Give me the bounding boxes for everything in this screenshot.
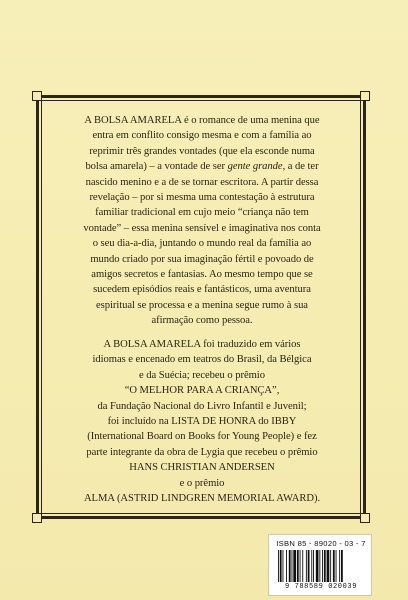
barcode-bar [302,550,303,582]
barcode-bar [322,550,323,582]
synopsis-line: familiar tradicional em cujo meio “criança não tem [95,207,309,219]
synopsis-line: afirmação como pessoa. [151,315,253,327]
awards-line: e o prêmio [179,477,225,489]
synopsis-line-part: bolsa amarela) – a vontade de ser [85,161,228,173]
awards-line: da Fundação Nacional do Livro Infantil e Juvenil; [97,400,307,412]
barcode-bar [292,550,293,582]
synopsis-line-mixed [50,159,354,174]
frame-corner-bottom-right [360,513,370,523]
frame-corner-top-left [32,91,42,101]
barcode-bar [324,550,326,582]
barcode-bar [286,550,287,582]
barcode-bar [316,550,319,582]
awards-line: ALMA (ASTRID LINDGREN MEMORIAL AWARD). [83,493,321,505]
isbn-barcode [268,534,372,596]
synopsis-line: nascido menino e a de se tornar escritora. A partir dessa [85,176,319,188]
isbn-label: ISBN 85 - 89020 - 03 - 7 [276,539,366,548]
synopsis-line: revelação – por si mesma uma contestação à estrutura [89,192,315,204]
barcode-digits: 9 788589 020039 [284,583,357,591]
frame-corner-top-right [360,91,370,101]
barcode-bar [297,550,299,582]
barcode-bar [280,550,282,582]
frame-corner-bottom-left [32,513,42,523]
synopsis-line: amigos secretos e fantasias. Ao mesmo tempo que se [91,269,313,281]
barcode-bar [283,550,284,582]
synopsis-line: entra em conflito consigo mesma e com a família ao [92,130,312,142]
synopsis-paragraph [50,113,354,329]
awards-line: e da Suécia; recebeu o prêmio [139,369,265,381]
barcode-bars [278,550,364,582]
barcode-bar [313,550,314,582]
awards-paragraph [50,337,354,506]
awards-line: (International Board on Books for Young People) e fez [87,431,317,443]
barcode-bar [327,550,330,582]
barcode-bar [336,550,337,582]
synopsis-line: espiritual se processa e a menina segue rumo à sua [96,299,308,311]
barcode-bar [278,550,279,582]
awards-line: idiomas e encenado em teatros do Brasil, da Bélgica [92,354,312,366]
awards-line: A BOLSA AMARELA foi traduzido em vários [103,339,301,350]
barcode-bar [330,550,331,582]
barcode-bar [300,550,301,582]
barcode-bar [311,550,312,582]
synopsis-line: reprimir três grandes vontades (que ela esconde numa [89,145,315,157]
synopsis-line: mundo criado por sua imaginação fértil e povoado de [90,253,314,265]
barcode-bar [289,550,291,582]
barcode-bar [319,550,320,582]
barcode-bar [339,550,340,582]
awards-line: parte integrante da obra de Lygia que recebeu o prêmio [86,446,318,458]
barcode-bar [306,550,307,582]
barcode-bar [333,550,335,582]
awards-line: foi incluído na LISTA DE HONRA do IBBY [107,416,297,428]
synopsis-line: sucedem episódios reais e fantásticos, uma aventura [93,284,311,296]
synopsis-line: vontade” – essa menina sensível e imaginativa nos conta [83,222,321,234]
barcode-bar [308,550,310,582]
awards-line: “O MELHOR PARA A CRIANÇA”, [124,385,280,397]
synopsis-line-part: , a de ter [282,161,319,173]
barcode-bar [341,550,343,582]
barcode-bar [293,550,296,582]
synopsis-line: A BOLSA AMARELA é o romance de uma menina que [84,115,320,126]
synopsis-italic-phrase: gente grande [227,161,283,173]
synopsis-line: o seu dia-a-dia, juntando o mundo real da família ao [92,238,312,250]
awards-line: HANS CHRISTIAN ANDERSEN [129,462,275,474]
